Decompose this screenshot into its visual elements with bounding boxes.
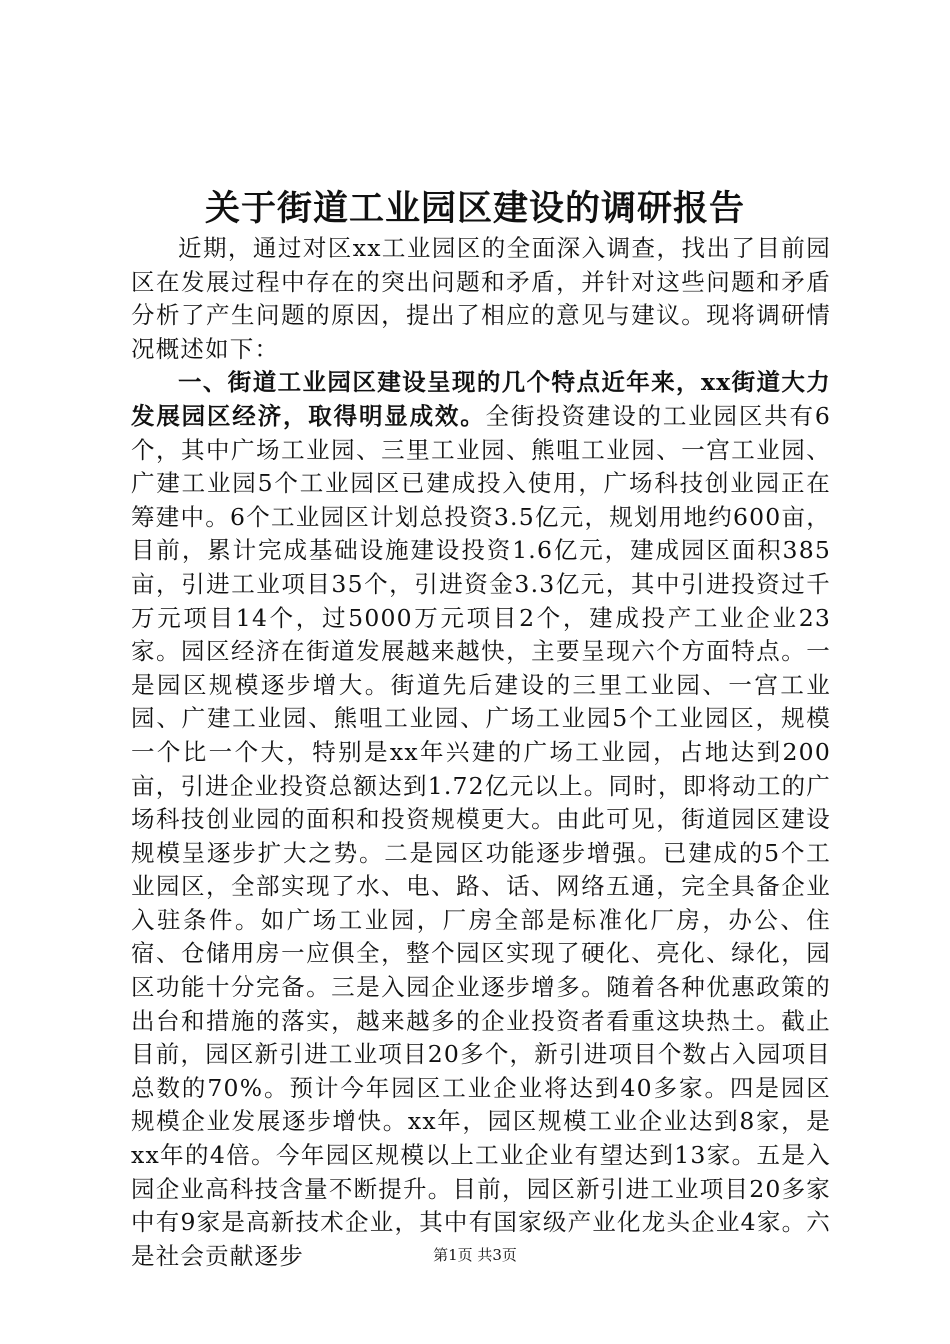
document-body [131, 232, 831, 1273]
section-one-heading: 一、街道工业园区建设呈现的几个特点近年来，xx街道大力发展园区经济，取得明显成效。 [131, 368, 831, 430]
section-one-text: 全街投资建设的工业园区共有6个，其中广场工业园、三里工业园、熊咀工业园、一宫工业园、广建工业园5个工业园区已建成投入使用，广场科技创业园正在筹建中。6个工业园区计划总投资3.5亿元，规划用地约600亩，目前，累计完成基础设施建设投资1.6亿元，建成园区面积385亩，引进工业项目35个，引进资金3.3亿元，其中引进投资过千万元项目14个，过5000万元项目2个，建成投产工业企业23家。园区经济在街道发展越来越快，主要呈现六个方面特点。一是园区规模逐步增大。街道先后建设的三里工业园、一宫工业园、广建工业园、熊咀工业园、广场工业园5个工业园区，规模一个比一个大，特别是xx年兴建的广场工业园，占地达到200亩，引进企业投资总额达到1.72亿元以上。同时，即将动工的广场科技创业园的面积和投资规模更大。由此可见，街道园区建设规模呈逐步扩大之势。二是园区功能逐步增强。已建成的5个工业园区，全部实现了水、电、路、话、网络五通，完全具备企业入驻条件。如广场工业园，厂房全部是标准化厂房，办公、住宿、仓储用房一应俱全，整个园区实现了硬化、亮化、绿化，园区功能十分完备。三是入园企业逐步增多。随着各种优惠政策的出台和措施的落实，越来越多的企业投资者看重这块热土。截止目前，园区新引进工业项目20多个，新引进项目个数占入园项目总数的70%。预计今年园区工业企业将达到40多家。四是园区规模企业发展逐步增快。xx年，园区规模工业企业达到8家，是xx年的4倍。今年园区规模以上工业企业有望达到13家。五是入园企业高科技含量不断提升。目前，园区新引进工业项目20多家中有9家是高新技术企业，其中有国家级产业化龙头企业4家。六是社会贡献逐步 [131, 401, 831, 1270]
document-title: 关于街道工业园区建设的调研报告 [204, 188, 745, 229]
page-footer: 第1页 共3页 [433, 1246, 517, 1264]
intro-paragraph [131, 232, 831, 366]
intro-paragraph-text: 近期，通过对区xx工业园区的全面深入调查，找出了目前园区在发展过程中存在的突出问题和矛盾，并针对这些问题和矛盾分析了产生问题的原因，提出了相应的意见与建议。现将调研情况概述如下： [131, 234, 831, 363]
section-one-paragraph [131, 366, 831, 1273]
